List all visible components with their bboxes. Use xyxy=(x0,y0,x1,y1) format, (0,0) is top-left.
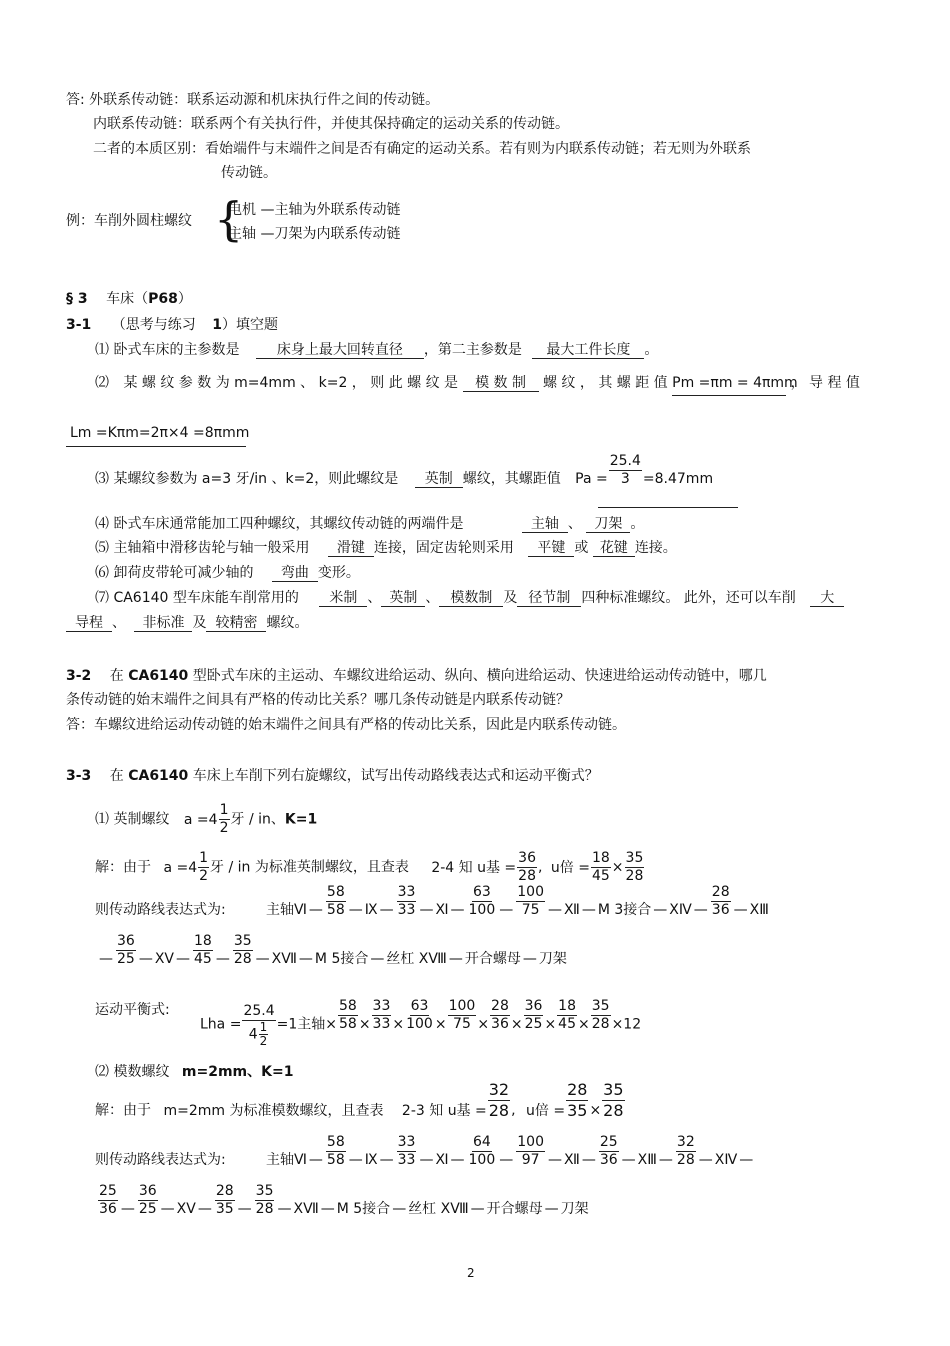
item-text: CA6140 型车床能车削常用的 xyxy=(113,590,299,606)
item-number: ⑵ xyxy=(95,1064,109,1080)
q31-item-2 xyxy=(95,374,860,396)
separator: 、 xyxy=(567,516,582,532)
route-node: XⅢ xyxy=(749,902,769,918)
frac-numerator: 33 xyxy=(372,998,391,1014)
frac-denominator: 58 xyxy=(326,1151,345,1168)
q32-number: 3-2 xyxy=(66,668,92,684)
frac-denominator: 35 xyxy=(567,1101,588,1120)
external-chain-definition: 外联系传动链：联系运动源和机床执行件之间的传动链。 xyxy=(89,92,440,108)
frac-denominator: 75 xyxy=(521,901,540,918)
route-label-1: 则传动路线表达式为: xyxy=(95,902,226,918)
frac-numerator: 18 xyxy=(558,998,576,1014)
route-node: M 5接合 xyxy=(314,951,369,967)
frac-numerator: 18 xyxy=(194,932,212,949)
k-value: 、K=1 xyxy=(247,1064,294,1080)
frac-numerator: 64 xyxy=(472,1133,491,1150)
item-text: 卧式车床的主参数是 xyxy=(113,342,240,358)
section-heading xyxy=(66,290,192,308)
blank-diametral-pitch: 径节制 xyxy=(517,590,581,607)
item-text: 英制螺纹 xyxy=(113,811,170,828)
q33-part-1-solution: 解：由于 a =4 $\frac{1}{2}$ 牙 / in 为标准英制螺纹，且查表 2-4 知 u基 = $\frac{36}{28}$ , u倍 = $\frac{18}{45}$ × $\frac{35}{28}$ xyxy=(95,850,644,884)
internal-chain-definition: 内联系传动链：联系两个有关执行件，并使其保持确定的运动关系的传动链。 xyxy=(93,116,569,132)
pitch-symbol: Pa = xyxy=(575,471,608,487)
frac-numerator: 35 xyxy=(591,998,610,1014)
route-node: 主轴Ⅵ xyxy=(266,902,307,918)
frac-denominator: 28 xyxy=(233,950,252,967)
item-number: ⑺ xyxy=(95,590,109,606)
route-node: 刀架 xyxy=(560,1201,589,1217)
frac-numerator: 32 xyxy=(676,1133,695,1150)
q32-answer: 答：车螺纹进给运动传动链的始末端件之间具有严格的传动比关系，因此是内联系传动链。 xyxy=(66,717,626,733)
item-text: 连接。 xyxy=(634,540,677,556)
frac-numerator: 58 xyxy=(326,1133,345,1150)
item-text: 四种标准螺纹。 此外，还可以车削 xyxy=(581,590,796,606)
frac-numerator: 32 xyxy=(488,1080,510,1099)
frac-denominator: 28 xyxy=(603,1101,624,1120)
frac-denominator: 58 xyxy=(338,1016,357,1032)
frac-denominator: 28 xyxy=(676,1151,695,1168)
frac-numerator: 35 xyxy=(603,1080,624,1099)
item-text: 解：由于 xyxy=(95,859,151,876)
frac-numerator: 35 xyxy=(255,1182,274,1199)
route-node: XⅣ xyxy=(714,1152,738,1168)
frac-denominator: 28 xyxy=(591,1016,610,1032)
q31-title xyxy=(66,316,278,334)
q31-item-5 xyxy=(95,539,677,557)
route-node: Ⅺ xyxy=(435,902,449,918)
spindle-rev: =1主轴 xyxy=(276,1016,326,1033)
q31-item-1 xyxy=(95,341,658,359)
q33-model: CA6140 xyxy=(128,768,189,784)
frac-numerator: 1 xyxy=(219,802,229,818)
item-number: ⑴ xyxy=(95,342,109,358)
item-text: 主轴箱中滑移齿轮与轴一般采用 xyxy=(113,540,310,556)
frac-denominator: 36 xyxy=(599,1151,618,1168)
section-close: ） xyxy=(177,291,192,307)
item-number: ⑶ xyxy=(95,471,109,487)
q32-text: 在 xyxy=(109,668,124,684)
frac-numerator: 36 xyxy=(518,850,536,866)
frac-denominator: 28 xyxy=(625,868,644,884)
frac-denominator: 28 xyxy=(255,1200,274,1217)
difference-line-2: 传动链。 xyxy=(221,165,277,181)
route-node: M 3接合 xyxy=(597,902,652,918)
blank-main-parameter: 床身上最大回转直径 xyxy=(256,342,424,359)
item-text: 螺纹。 xyxy=(266,615,309,631)
frac-numerator: 25.4 xyxy=(243,1003,275,1019)
item-number: ⑸ xyxy=(95,540,109,556)
frac-numerator: 36 xyxy=(117,932,135,949)
q32-line-2: 条传动链的始末端件之间具有严格的传动比关系？哪几条传动链是内联系传动链？ xyxy=(66,692,570,708)
frac-denominator: 75 xyxy=(453,1016,471,1032)
frac-denominator: 36 xyxy=(491,1016,509,1032)
blank-metric: 米制 xyxy=(319,590,367,607)
route-node: Ⅸ xyxy=(364,902,378,918)
frac-numerator: 36 xyxy=(524,998,543,1014)
frac-denominator: 33 xyxy=(397,1151,416,1168)
route-node: 丝杠 XⅧ xyxy=(386,951,447,967)
frac-denominator: 25 xyxy=(138,1200,157,1217)
route-1-line-1: 主轴Ⅵ — $\frac{58}{58}$ — Ⅸ — $\frac{33}{33}$ — Ⅺ — $\frac{63}{100}$ — $\frac{100}{75}$ — Ⅻ — M 3接合 — XⅣ — $\frac{28}{36}$ — XⅢ xyxy=(266,883,769,918)
thread-count: a =4 xyxy=(183,811,218,828)
balance-label: 运动平衡式: xyxy=(95,1002,170,1018)
item-text: 及 xyxy=(192,615,207,631)
frac-denominator: 100 xyxy=(468,901,496,918)
frac-numerator: 25 xyxy=(599,1133,618,1150)
frac-numerator: 28 xyxy=(711,883,730,900)
frac-denominator: 36 xyxy=(711,901,730,918)
u-multiplier: u倍 = xyxy=(526,1102,566,1119)
item-text: 及 xyxy=(503,590,518,606)
item-text: 某 螺 纹 参 数 为 m=4mm 、 k=2 ， 则 此 螺 纹 是 xyxy=(123,375,459,391)
q33-number: 3-3 xyxy=(66,768,92,784)
blank-module: 模数制 xyxy=(439,590,503,607)
item-number: ⑷ xyxy=(95,516,109,532)
frac-denominator: 33 xyxy=(372,1016,391,1032)
lead-underline xyxy=(66,446,246,447)
pitch-formula: Pm =πm = 4πmm xyxy=(672,375,786,396)
route-node: XⅣ xyxy=(669,902,692,918)
frac-denominator: 35 xyxy=(215,1200,234,1217)
item-text: 解：由于 xyxy=(95,1102,151,1119)
frac-numerator: 33 xyxy=(397,1133,416,1150)
q32-text: 型卧式车床的主运动、车螺纹进给运动、纵向、横向进给运动、快速进给运动传动链中，哪几 xyxy=(192,668,767,684)
page-number: 2 xyxy=(467,1266,475,1280)
route-node: Ⅸ xyxy=(364,1152,378,1168)
blank-end-1: 主轴 xyxy=(522,516,568,533)
route-node: XⅦ xyxy=(271,951,297,967)
blank-precise: 较精密 xyxy=(206,615,266,632)
q31-item-6 xyxy=(95,564,360,582)
blank-sliding-key: 滑键 xyxy=(328,540,374,557)
item-text: ，第二主参数是 xyxy=(423,342,522,358)
q31-item-7-cont: 导程 、 非标准 及 较精密 螺纹。 xyxy=(66,614,308,632)
q31-item-7: ⑺ CA6140 型车床能车削常用的 米制 、 英制 、 模数制 及 径节制 四种标准螺纹。 此外，还可以车削 大 xyxy=(95,589,844,607)
blank-end-2: 刀架 xyxy=(586,516,630,533)
item-text: 模数螺纹 xyxy=(113,1064,170,1080)
frac-numerator: 58 xyxy=(326,883,345,900)
blank-large: 大 xyxy=(810,590,844,607)
item-text: m=2mm 为标准模数螺纹，且查表 xyxy=(163,1102,384,1119)
frac-denominator: 2 xyxy=(199,868,209,884)
q31-title-a: （思考与练习 xyxy=(111,317,196,333)
route-node: 主轴Ⅵ xyxy=(266,1152,307,1168)
route-node: M 5接合 xyxy=(336,1201,391,1217)
frac-numerator: 25 xyxy=(99,1182,117,1199)
route-node: Ⅺ xyxy=(435,1152,449,1168)
route-2-line-1: 主轴Ⅵ — $\frac{58}{58}$ — Ⅸ — $\frac{33}{33}$ — Ⅺ — $\frac{64}{100}$ — $\frac{100}{97}$ — Ⅻ — $\frac{25}{36}$ — XⅢ — $\frac{32}{28}$ — XⅣ — xyxy=(266,1133,754,1168)
frac-numerator: 36 xyxy=(138,1182,157,1199)
route-label-2: 则传动路线表达式为: xyxy=(95,1152,226,1168)
u-base: 2-3 知 u基 = xyxy=(401,1102,487,1119)
blank-bending: 弯曲 xyxy=(272,565,318,582)
frac-denominator: 100 xyxy=(406,1016,433,1032)
intro-external-line xyxy=(66,91,439,109)
difference-line-1: 二者的本质区别：看始端件与末端件之间是否有确定的运动关系。若有则为内联系传动链；若无则为外联系 xyxy=(93,141,751,157)
route-node: Ⅻ xyxy=(563,902,580,918)
frac-numerator: 35 xyxy=(625,850,644,866)
frac-numerator: 63 xyxy=(410,998,429,1014)
example-brace: { xyxy=(214,192,244,246)
route-node: XⅦ xyxy=(293,1201,319,1217)
balance-end: ×12 xyxy=(611,1016,642,1033)
q33-part-1: ⑴ 英制螺纹 a =4 $\frac{1}{2}$ 牙 / in、K=1 xyxy=(95,802,318,836)
section-symbol: § 3 xyxy=(66,291,88,307)
frac-denominator: 45 xyxy=(194,950,212,967)
frac-numerator: 63 xyxy=(472,883,491,900)
route-node: XⅢ xyxy=(637,1152,657,1168)
unit: 牙 / in xyxy=(230,811,271,828)
q31-item-3 xyxy=(95,452,714,488)
q31-number: 3-1 xyxy=(66,317,92,333)
route-node: XⅤ xyxy=(154,951,174,967)
q33-part-2-solution: 解：由于 m=2mm 为标准模数螺纹，且查表 2-3 知 u基 = $\frac{32}{28}$ , u倍 = $\frac{28}{35}$ × $\frac{35}{28}$ xyxy=(95,1080,624,1120)
frac-denominator: 97 xyxy=(521,1151,540,1168)
item-text: 牙 / in 为标准英制螺纹，且查表 xyxy=(210,859,409,876)
q33-text: 在 xyxy=(109,768,124,784)
frac-denominator: 100 xyxy=(468,1151,496,1168)
item-text: 。 xyxy=(630,516,645,532)
frac-denominator: 45 xyxy=(558,1016,576,1032)
section-title: 车床（ xyxy=(106,291,149,307)
item-text: 螺 纹 ， 其 螺 距 值 xyxy=(542,375,668,391)
lead-formula: Lm =Kπm=2π×4 =8πmm xyxy=(70,425,250,441)
frac-numerator: 1 xyxy=(259,1020,268,1034)
blank-second-parameter: 最大工件长度 xyxy=(532,342,644,359)
blank-inch: 英制 xyxy=(381,590,425,607)
example-item-2: 主轴 —刀架为内联系传动链 xyxy=(228,226,401,242)
route-node: 丝杠 XⅧ xyxy=(408,1201,469,1217)
thread-count: a =4 xyxy=(163,859,198,876)
example-item-1: 电机 —主轴为外联系传动链 xyxy=(228,202,401,218)
answer-prefix: 答: xyxy=(66,92,85,108)
q33-text: 车床上车削下列右旋螺纹，试写出传动路线表达式和运动平衡式？ xyxy=(192,768,599,784)
frac-numerator: 28 xyxy=(567,1080,588,1099)
q31-title-b: 1 xyxy=(212,317,222,333)
route-1-line-2: — $\frac{36}{25}$ — XⅤ — $\frac{18}{45}$ — $\frac{35}{28}$ — XⅦ — M 5接合 — 丝杠 XⅧ — 开合螺母 — 刀架 xyxy=(99,932,567,967)
q33-part-2 xyxy=(95,1063,293,1081)
pitch-underline xyxy=(598,507,738,508)
frac-denominator: 2 xyxy=(219,820,229,836)
frac-denominator: 3 xyxy=(620,470,630,487)
frac-denominator: 58 xyxy=(326,901,345,918)
frac-numerator: 100 xyxy=(517,1133,544,1150)
item-text: 。 xyxy=(644,342,659,358)
item-number: ⑹ xyxy=(95,565,109,581)
blank-nonstandard: 非标准 xyxy=(134,615,192,632)
blank-thread-type: 英制 xyxy=(415,471,463,488)
item-text: ， 导 程 值 xyxy=(790,375,860,391)
item-text: 螺纹，其螺距值 xyxy=(462,471,561,487)
route-node: 开合螺母 xyxy=(464,951,521,967)
frac-denominator: 36 xyxy=(99,1200,117,1217)
balance-equation: Lha = 25.4 4 $\frac{1}{2}$ =1主轴× $\frac{58}{58}$ × $\frac{33}{33}$ × $\frac{63}{100}$ × $\frac{100}{75}$ × $\frac{28}{36}$ × $\frac{36}{25}$ × $\frac{18}{45}$ × $\frac{35}{28}$ ×12 xyxy=(200,998,642,1048)
k-value: K=1 xyxy=(284,811,318,828)
route-node: Ⅻ xyxy=(563,1152,580,1168)
item-text: 某螺纹参数为 a=3 牙/in 、k=2，则此螺纹是 xyxy=(113,471,399,487)
pitch-result: =8.47mm xyxy=(642,471,714,487)
frac-numerator: 100 xyxy=(448,998,476,1014)
item-number: ⑵ xyxy=(95,375,109,391)
blank-spline: 花键 xyxy=(593,540,635,557)
mixed-whole: 4 xyxy=(248,1026,258,1043)
q32-model: CA6140 xyxy=(128,668,189,684)
route-node: XⅤ xyxy=(176,1201,196,1217)
blank-lead: 导程 xyxy=(66,615,112,632)
item-text: 或 xyxy=(574,540,589,556)
frac-numerator: 28 xyxy=(491,998,509,1014)
q31-item-4 xyxy=(95,515,644,533)
frac-numerator: 35 xyxy=(233,932,252,949)
q33-title xyxy=(66,767,599,785)
frac-denominator: 25 xyxy=(117,950,135,967)
frac-numerator: 33 xyxy=(397,883,416,900)
frac-numerator: 1 xyxy=(199,850,209,866)
section-page-ref: P68 xyxy=(148,291,178,307)
q31-title-c: ）填空题 xyxy=(221,317,278,333)
route-node: 开合螺母 xyxy=(486,1201,543,1217)
frac-denominator: 45 xyxy=(591,868,610,884)
u-base: 2-4 知 u基 = xyxy=(431,859,517,876)
frac-denominator: 2 xyxy=(259,1034,268,1048)
frac-denominator: 28 xyxy=(488,1101,510,1120)
u-multiplier: u倍 = xyxy=(550,859,590,876)
frac-denominator: 33 xyxy=(397,901,416,918)
route-node: 刀架 xyxy=(538,951,567,967)
example-label: 例：车削外圆柱螺纹 xyxy=(66,213,192,229)
module-value: m=2mm xyxy=(181,1064,248,1080)
frac-denominator: 25 xyxy=(524,1016,543,1032)
frac-numerator: 58 xyxy=(338,998,357,1014)
frac-denominator: 28 xyxy=(518,868,536,884)
item-number: ⑴ xyxy=(95,811,109,828)
frac-numerator: 25.4 xyxy=(609,452,641,469)
item-text: 卸荷皮带轮可减少轴的 xyxy=(113,565,254,581)
frac-denominator xyxy=(248,1021,271,1048)
frac-numerator: 100 xyxy=(517,883,544,900)
q32-line-1 xyxy=(66,667,767,685)
item-text: 卧式车床通常能加工四种螺纹，其螺纹传动链的两端件是 xyxy=(113,516,464,532)
item-text: 变形。 xyxy=(317,565,360,581)
route-2-line-2: $\frac{25}{36}$ — $\frac{36}{25}$ — XⅤ — $\frac{28}{35}$ — $\frac{35}{28}$ — XⅦ — M 5接合 — 丝杠 XⅧ — 开合螺母 — 刀架 xyxy=(99,1182,589,1217)
balance-lhs: Lha = xyxy=(200,1016,242,1033)
item-text: 连接，固定齿轮则采用 xyxy=(373,540,514,556)
frac-numerator: 28 xyxy=(215,1182,234,1199)
blank-thread-type: 模 数 制 xyxy=(463,375,539,392)
frac-numerator: 18 xyxy=(591,850,610,866)
blank-flat-key: 平键 xyxy=(528,540,574,557)
